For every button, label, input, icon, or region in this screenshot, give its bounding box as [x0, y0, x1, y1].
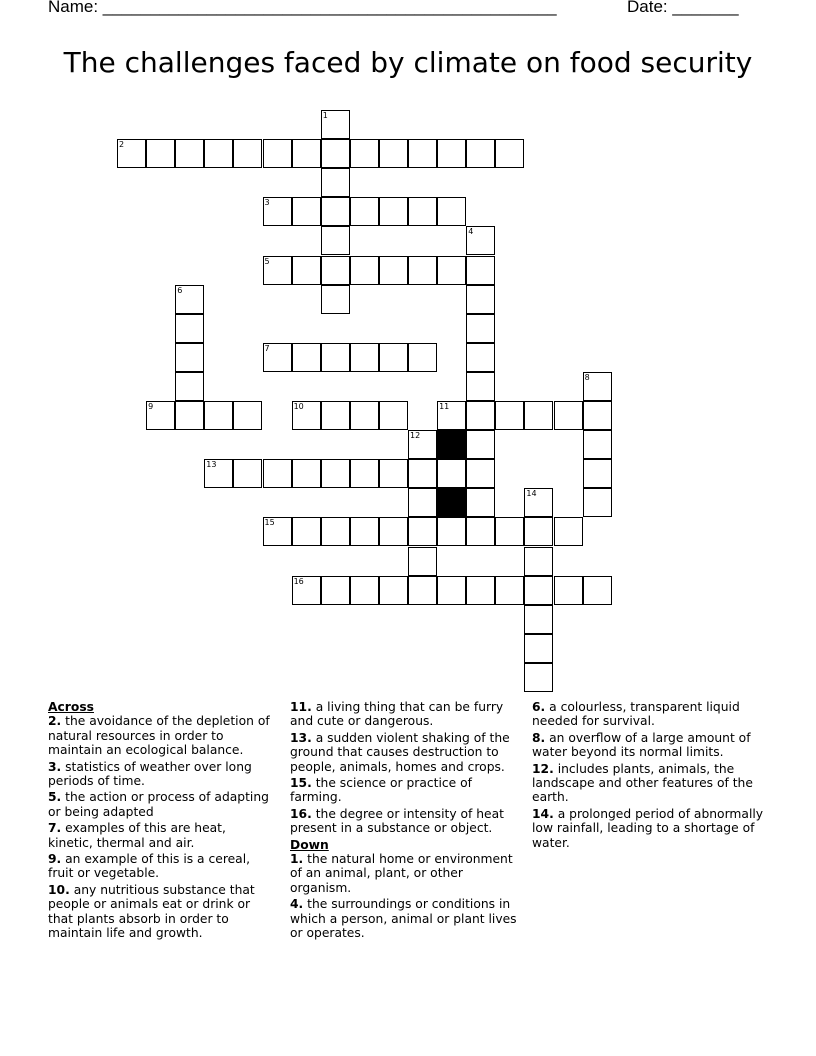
grid-cell[interactable]: [466, 517, 495, 546]
grid-cell[interactable]: [292, 343, 321, 372]
clue-number: 2: [119, 140, 125, 150]
clue-number: 6: [177, 285, 183, 295]
grid-cell[interactable]: [350, 197, 379, 226]
puzzle-title: The challenges faced by climate on food security: [63, 46, 753, 79]
grid-cell[interactable]: [321, 576, 350, 605]
clue-number: 10: [293, 402, 304, 411]
down-heading: Down: [290, 837, 329, 852]
grid-cell[interactable]: [350, 517, 379, 546]
clue-item: [48, 714, 270, 757]
clue-item: [532, 762, 772, 805]
grid-cell[interactable]: [524, 488, 553, 517]
grid-cell[interactable]: [408, 576, 437, 605]
clue-number: 5: [264, 256, 270, 266]
clue-item-number: 5.: [48, 790, 62, 805]
grid-cell[interactable]: [263, 256, 292, 285]
grid-cell[interactable]: [524, 547, 553, 576]
clue-item: [48, 790, 270, 819]
clue-item-text: the surroundings or conditions in which a person, animal or plant lives or operates.: [290, 897, 517, 941]
grid-cell[interactable]: [437, 459, 466, 488]
grid-cell[interactable]: [292, 197, 321, 226]
clue-item: [290, 807, 522, 836]
grid-cell[interactable]: [292, 256, 321, 285]
grid-cell[interactable]: [524, 634, 553, 663]
grid-cell[interactable]: [175, 372, 204, 401]
clue-item-number: 15.: [290, 776, 312, 791]
grid-cell[interactable]: [524, 605, 553, 634]
grid-cell[interactable]: [263, 139, 292, 168]
grid-cell[interactable]: [466, 226, 495, 255]
clue-item: [48, 883, 270, 941]
grid-cell[interactable]: [233, 401, 262, 430]
grid-cell[interactable]: [437, 517, 466, 546]
grid-cell[interactable]: [350, 401, 379, 430]
clue-item-text: a living thing that can be furry and cute or dangerous.: [290, 700, 504, 729]
clue-item-text: includes plants, animals, the landscape and other features of the earth.: [532, 761, 753, 805]
clue-item-text: an example of this is a cereal, fruit or vegetable.: [48, 852, 251, 881]
across-heading: Across: [48, 700, 94, 714]
grid-cell[interactable]: [321, 285, 350, 314]
clue-number: 12: [410, 431, 421, 441]
grid-cell[interactable]: [408, 430, 437, 459]
clue-number: 16: [293, 576, 304, 586]
grid-cell[interactable]: [408, 343, 437, 372]
grid-cell[interactable]: [466, 139, 495, 168]
grid-cell[interactable]: [495, 517, 524, 546]
grid-cell[interactable]: [146, 139, 175, 168]
grid-cell[interactable]: [204, 139, 233, 168]
grid-cell[interactable]: [583, 459, 612, 488]
grid-cell[interactable]: [350, 256, 379, 285]
clue-item-number: 3.: [48, 759, 62, 774]
clue-number: 7: [264, 343, 270, 353]
clue-number: 14: [526, 489, 537, 499]
clue-number: 9: [148, 402, 154, 411]
grid-cell[interactable]: [554, 401, 583, 430]
grid-cell[interactable]: [524, 401, 553, 430]
clue-number: 15: [264, 518, 275, 528]
clue-item-text: the action or process of adapting or being adapted: [48, 790, 269, 819]
clues-column-3: [532, 700, 772, 852]
clue-item-number: 7.: [48, 821, 62, 836]
grid-cell[interactable]: [437, 139, 466, 168]
clue-item: [532, 700, 772, 729]
grid-cell[interactable]: [321, 226, 350, 255]
grid-cell[interactable]: [524, 517, 553, 546]
date-field[interactable]: Date: _______: [627, 0, 739, 16]
clue-number: 3: [264, 198, 270, 208]
clue-item: [290, 897, 522, 940]
clue-number: 13: [206, 460, 217, 470]
grid-cell[interactable]: [524, 576, 553, 605]
grid-cell[interactable]: [321, 517, 350, 546]
grid-cell[interactable]: [408, 547, 437, 576]
grid-cell[interactable]: [379, 256, 408, 285]
grid-cell[interactable]: [204, 401, 233, 430]
clue-item-number: 2.: [48, 714, 62, 729]
clue-number: 11: [439, 402, 450, 411]
grid-cell[interactable]: [204, 459, 233, 488]
grid-cell[interactable]: [292, 459, 321, 488]
grid-cell[interactable]: [175, 401, 204, 430]
grid-cell[interactable]: [321, 139, 350, 168]
grid-cell[interactable]: [583, 401, 612, 430]
clue-item: [48, 852, 270, 881]
clue-item: [532, 731, 772, 760]
grid-cell[interactable]: [583, 430, 612, 459]
grid-cell[interactable]: [321, 168, 350, 197]
grid-cell-blocked: [437, 488, 466, 517]
clue-item-number: 9.: [48, 852, 62, 867]
grid-cell[interactable]: [175, 139, 204, 168]
grid-cell[interactable]: [292, 401, 321, 430]
grid-cell[interactable]: [554, 517, 583, 546]
grid-cell[interactable]: [583, 576, 612, 605]
grid-cell[interactable]: [466, 488, 495, 517]
clue-item-number: 4.: [290, 897, 304, 912]
clue-item-text: the degree or intensity of heat present in a substance or object.: [290, 806, 504, 836]
grid-cell[interactable]: [263, 343, 292, 372]
grid-cell[interactable]: [437, 401, 466, 430]
grid-cell[interactable]: [175, 343, 204, 372]
clue-item-number: 1.: [290, 852, 304, 867]
clue-item-number: 10.: [48, 882, 70, 897]
clue-item-text: a colourless, transparent liquid needed for survival.: [532, 700, 740, 729]
grid-cell[interactable]: [175, 285, 204, 314]
clue-item-text: the avoidance of the depletion of natural resources in order to maintain an ecological balance.: [48, 714, 270, 758]
grid-cell[interactable]: [233, 139, 262, 168]
grid-cell[interactable]: [466, 372, 495, 401]
grid-cell[interactable]: [495, 139, 524, 168]
clue-item: [290, 731, 522, 774]
grid-cell[interactable]: [437, 197, 466, 226]
grid-cell[interactable]: [466, 343, 495, 372]
grid-cell[interactable]: [408, 139, 437, 168]
grid-cell[interactable]: [466, 314, 495, 343]
grid-cell[interactable]: [350, 139, 379, 168]
clue-item-number: 16.: [290, 806, 312, 821]
grid-cell[interactable]: [233, 459, 262, 488]
clue-item-number: 6.: [532, 700, 546, 714]
clues-column-2: [290, 700, 522, 943]
grid-cell[interactable]: [321, 110, 350, 139]
grid-cell[interactable]: [175, 314, 204, 343]
grid-cell[interactable]: [408, 197, 437, 226]
grid-cell[interactable]: [321, 256, 350, 285]
grid-cell[interactable]: [292, 517, 321, 546]
clue-item-number: 12.: [532, 761, 554, 776]
clue-item-text: the science or practice of farming.: [290, 776, 472, 805]
clue-item-number: 14.: [532, 806, 554, 821]
grid-cell[interactable]: [495, 576, 524, 605]
grid-cell[interactable]: [524, 663, 553, 692]
grid-cell[interactable]: [379, 517, 408, 546]
grid-cell[interactable]: [466, 576, 495, 605]
grid-cell[interactable]: [321, 459, 350, 488]
grid-cell[interactable]: [408, 256, 437, 285]
grid-cell[interactable]: [554, 576, 583, 605]
grid-cell[interactable]: [379, 459, 408, 488]
clue-item-text: a prolonged period of abnormally low rainfall, leading to a shortage of water.: [532, 806, 764, 850]
grid-cell[interactable]: [321, 401, 350, 430]
grid-cell[interactable]: [379, 401, 408, 430]
clue-item-text: any nutritious substance that people or animals eat or drink or that plants absorb in order to maintain life and growth.: [48, 882, 255, 941]
grid-cell[interactable]: [263, 459, 292, 488]
clue-item: [290, 700, 522, 729]
clue-number: 8: [584, 372, 590, 382]
grid-cell[interactable]: [495, 401, 524, 430]
clue-item-text: examples of this are heat, kinetic, thermal and air.: [48, 821, 226, 850]
clue-item-number: 11.: [290, 700, 312, 714]
grid-cell-blocked: [437, 430, 466, 459]
grid-cell[interactable]: [466, 459, 495, 488]
grid-cell[interactable]: [437, 576, 466, 605]
clue-item-number: 13.: [290, 730, 312, 745]
grid-cell[interactable]: [292, 139, 321, 168]
grid-cell[interactable]: [263, 517, 292, 546]
clue-item: [48, 821, 270, 850]
grid-cell[interactable]: [379, 343, 408, 372]
grid-cell[interactable]: [146, 401, 175, 430]
clue-item-number: 8.: [532, 730, 546, 745]
grid-cell[interactable]: [583, 372, 612, 401]
clue-item: [532, 807, 772, 850]
grid-cell[interactable]: [583, 488, 612, 517]
grid-cell[interactable]: [379, 576, 408, 605]
name-field[interactable]: Name: ________________________________________________: [48, 0, 557, 16]
grid-cell[interactable]: [466, 401, 495, 430]
clue-item: [290, 852, 522, 895]
grid-cell[interactable]: [379, 197, 408, 226]
grid-cell[interactable]: [408, 488, 437, 517]
grid-cell[interactable]: [263, 197, 292, 226]
grid-cell[interactable]: [466, 430, 495, 459]
clue-item-text: the natural home or environment of an animal, plant, or other organism.: [290, 852, 513, 895]
clue-number: 1: [322, 111, 328, 120]
grid-cell[interactable]: [408, 459, 437, 488]
grid-cell[interactable]: [350, 343, 379, 372]
grid-cell[interactable]: [321, 343, 350, 372]
clue-item: [48, 760, 270, 789]
grid-cell[interactable]: [350, 459, 379, 488]
clue-number: 4: [468, 227, 474, 237]
grid-cell[interactable]: [379, 139, 408, 168]
grid-cell[interactable]: [437, 256, 466, 285]
clue-item: [290, 776, 522, 805]
grid-cell[interactable]: [350, 576, 379, 605]
clue-item-text: a sudden violent shaking of the ground that causes destruction to people, animals, homes and crops.: [290, 730, 510, 774]
clues-column-1: [48, 700, 270, 943]
grid-cell[interactable]: [408, 517, 437, 546]
grid-cell[interactable]: [466, 285, 495, 314]
grid-cell[interactable]: [466, 256, 495, 285]
clue-item-text: statistics of weather over long periods of time.: [48, 759, 252, 789]
grid-cell[interactable]: [117, 139, 146, 168]
clue-item-text: an overflow of a large amount of water beyond its normal limits.: [532, 730, 751, 760]
grid-cell[interactable]: [292, 576, 321, 605]
grid-cell[interactable]: [321, 197, 350, 226]
